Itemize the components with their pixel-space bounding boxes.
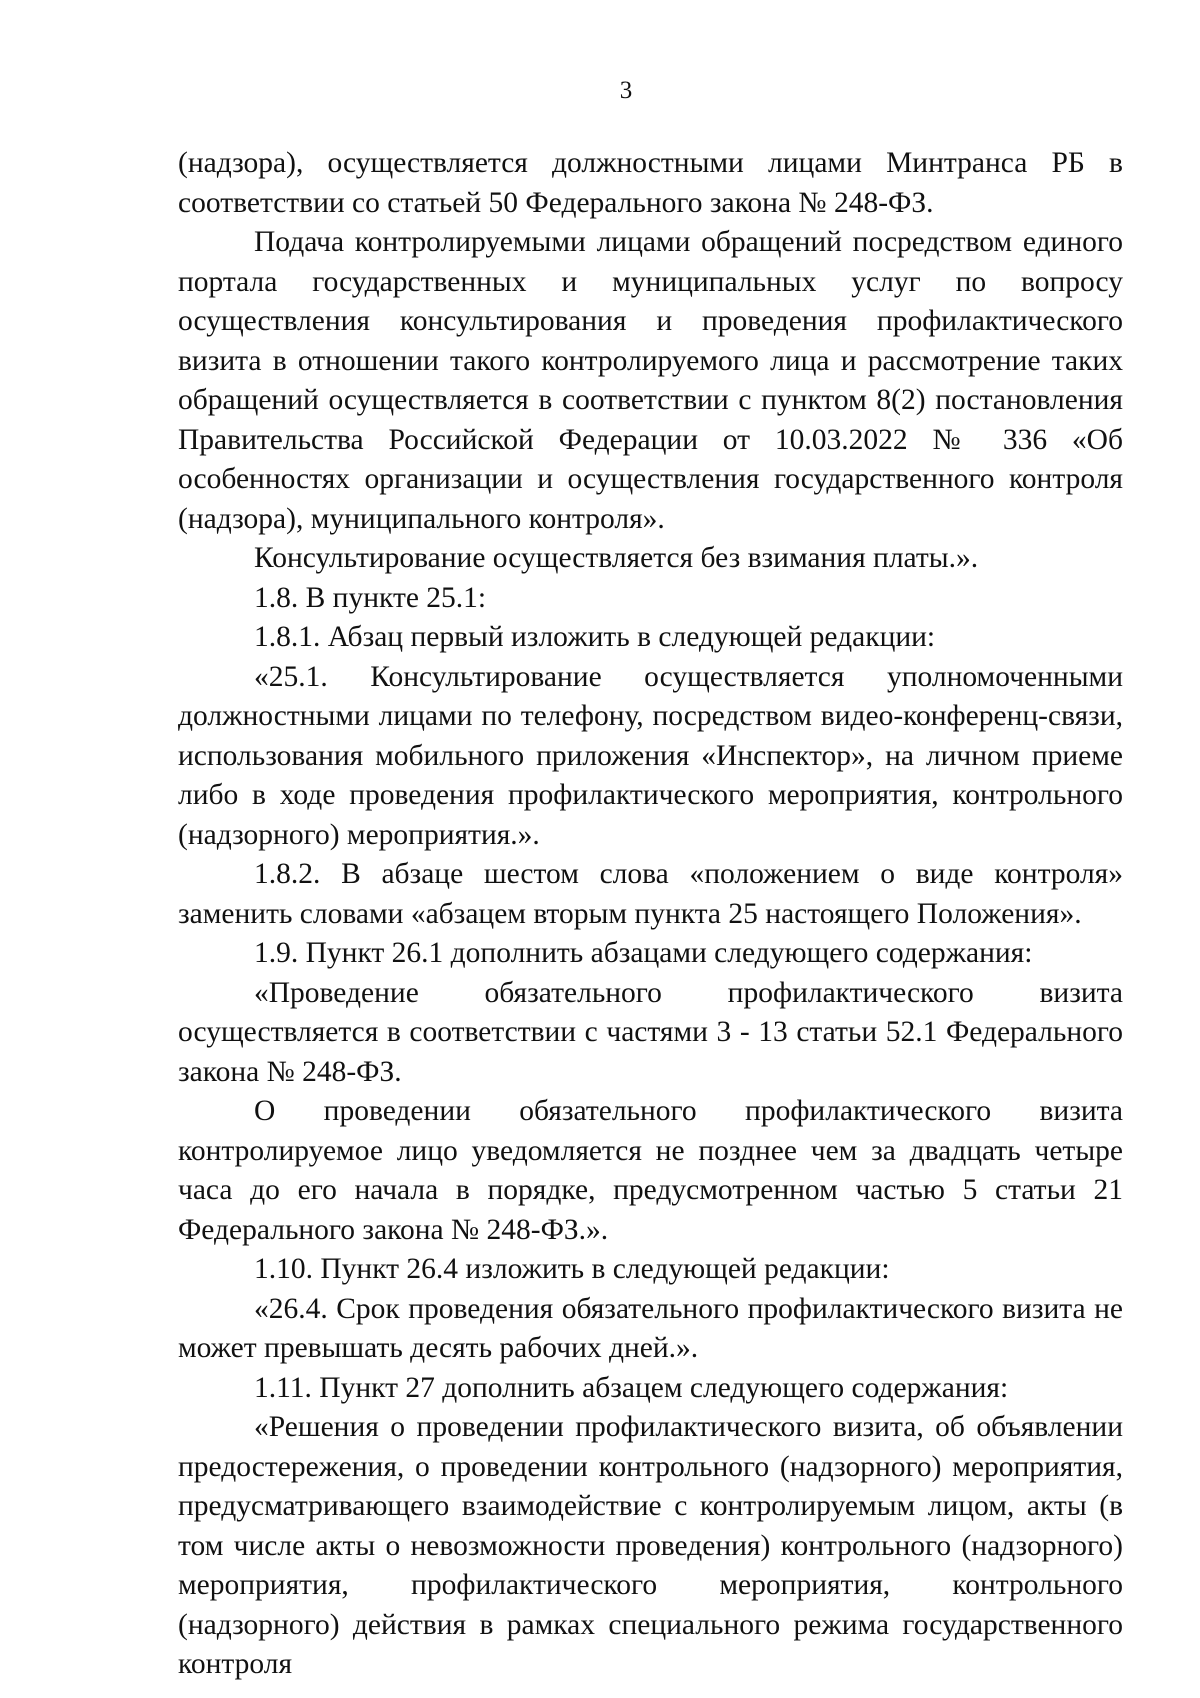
paragraph: «Проведение обязательного профилактического визита осуществляется в соответствии с частями 3 - 13 статьи 52.1 Федерального закона № 248-ФЗ. (178, 976, 1123, 1088)
paragraph: 1.8.2. В абзаце шестом слова «положением о виде контроля» заменить словами «абзацем вторым пункта 25 настоящего Положения». (178, 858, 1123, 930)
paragraph: 1.8.1. Абзац первый изложить в следующей редакции: (254, 621, 936, 653)
paragraph: 1.8. В пункте 25.1: (254, 581, 487, 614)
paragraph: 1.10. Пункт 26.4 изложить в следующей редакции: (254, 1253, 890, 1285)
paragraph: «Решения о проведении профилактического визита, об объявлении предостережения, о проведении контрольного (надзорного) мероприятия, предусматривающего взаимодействие с контролируемым лицом, акты (в том числе акты о невозможности проведения) контрольного (надзорного) мероприятия, профилактического мероприятия, контрольного (надзорного) действия в рамках специального режима государственного контроля (178, 1411, 1123, 1680)
document-body (178, 144, 1123, 1685)
paragraph: 1.11. Пункт 27 дополнить абзацем следующего содержания: (254, 1371, 1009, 1404)
paragraph: О проведении обязательного профилактического визита контролируемое лицо уведомляется не позднее чем за двадцать четыре часа до его начала в порядке, предусмотренном частью 5 статьи 21 Федерального закона № 248-ФЗ.». (178, 1095, 1123, 1246)
paragraph: 1.9. Пункт 26.1 дополнить абзацами следующего содержания: (254, 937, 1033, 969)
page-number: 3 (619, 77, 633, 104)
paragraph: «26.4. Срок проведения обязательного профилактического визита не может превышать десять рабочих дней.». (178, 1292, 1123, 1364)
paragraph: (надзора), осуществляется должностными лицами Минтранса РБ в соответствии со статьей 50 Федерального закона № 248-ФЗ. (178, 147, 1123, 219)
paragraph: «25.1. Консультирование осуществляется уполномоченными должностными лицами по телефону, посредством видео-конференц-связи, использования мобильного приложения «Инспектор», на личном приеме либо в ходе проведения профилактического мероприятия, контрольного (надзорного) мероприятия.». (178, 660, 1123, 851)
paragraph: Консультирование осуществляется без взимания платы.». (254, 542, 979, 574)
paragraph: Подача контролируемыми лицами обращений посредством единого портала государственных и муниципальных услуг по вопросу осуществления консультирования и проведения профилактического визита в отношении такого контролируемого лица и рассмотрение таких обращений осуществляется в соответствии с пунктом 8(2) постановления Правительства Российской Федерации от 10.03.2022 № 336 «Об особенностях организации и осуществления государственного контроля (надзора), муниципального контроля». (178, 226, 1123, 535)
